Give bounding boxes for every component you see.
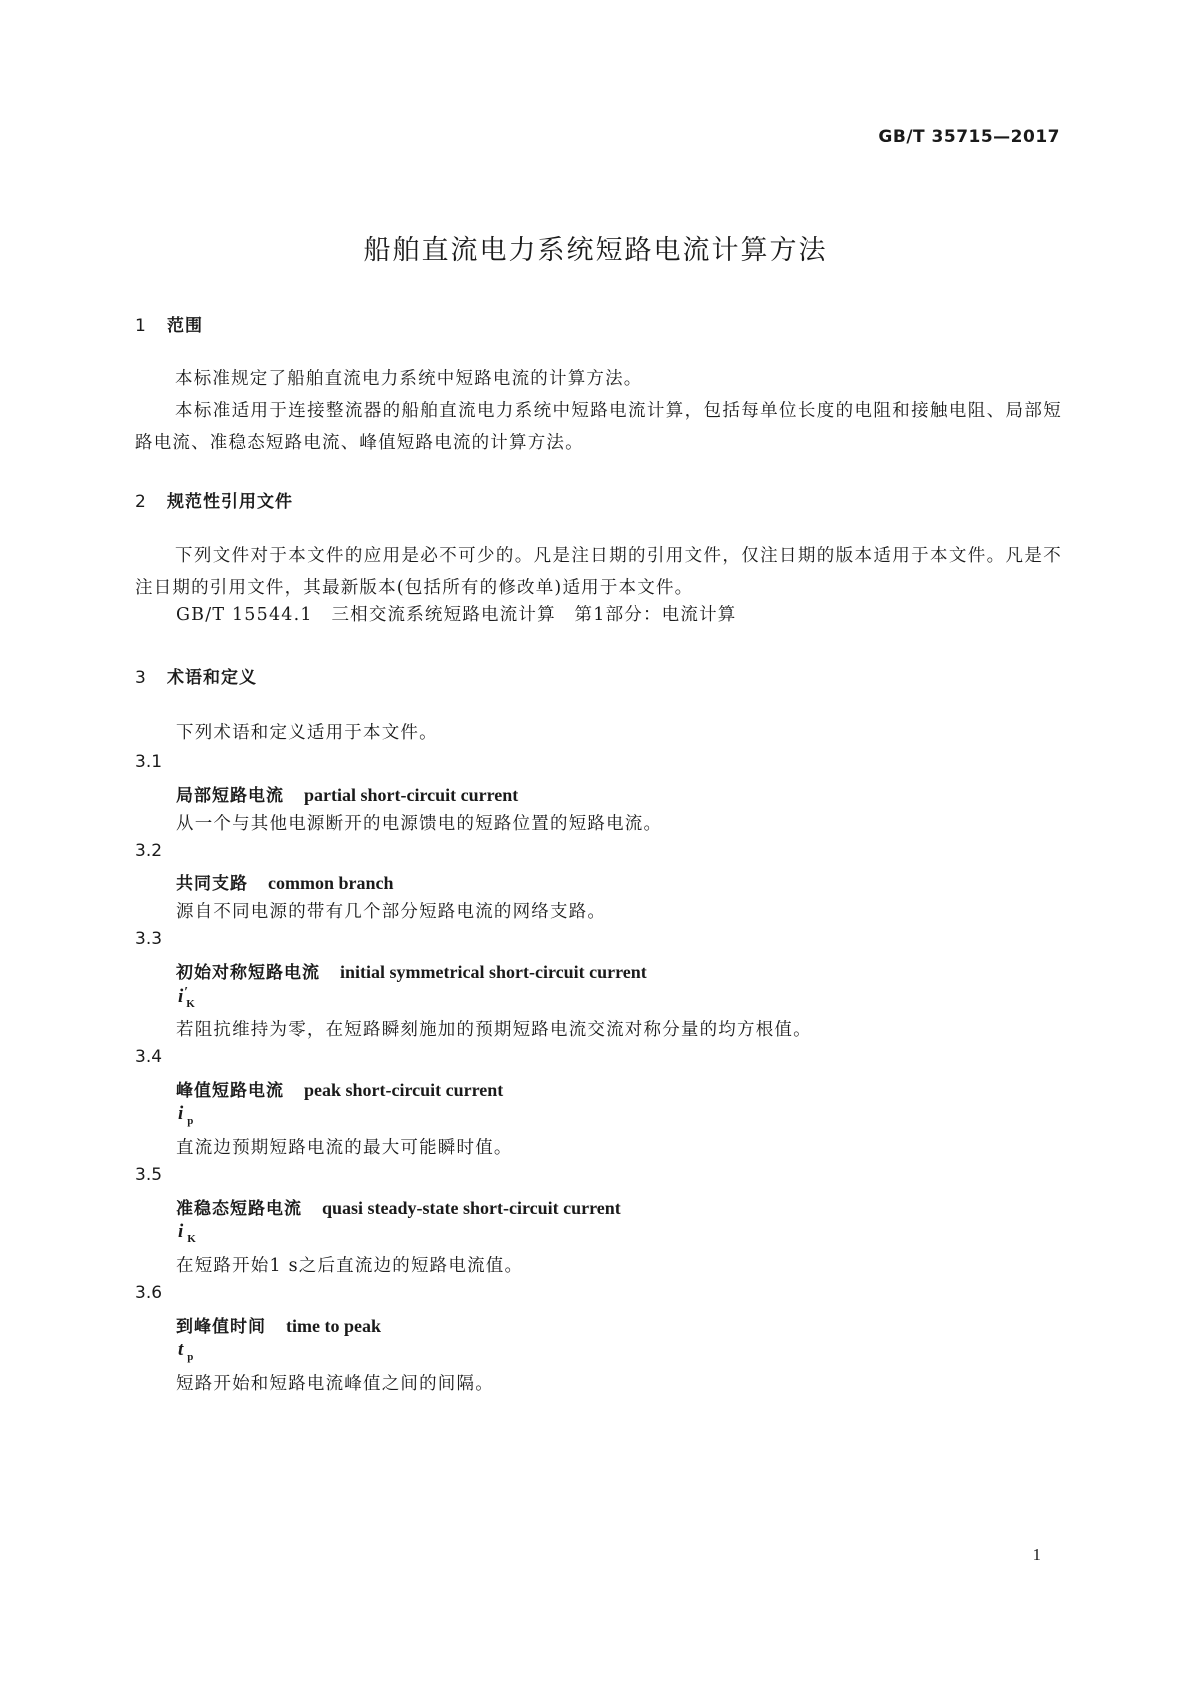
term-en: initial symmetrical short-circuit current bbox=[340, 962, 647, 982]
term-en: time to peak bbox=[286, 1316, 381, 1336]
section-title: 术语和定义 bbox=[167, 668, 257, 688]
clause-number: 3.4 bbox=[135, 1047, 163, 1067]
term-symbol bbox=[178, 1221, 196, 1245]
paragraph: 本标准规定了船舶直流电力系统中短路电流的计算方法。 bbox=[175, 369, 643, 389]
normative-reference: GB/T 15544.1 三相交流系统短路电流计算 第1部分：电流计算 bbox=[176, 605, 737, 625]
term-symbol bbox=[178, 1103, 193, 1127]
section-number: 2 bbox=[135, 492, 147, 512]
paragraph: 本标准适用于连接整流器的船舶直流电力系统中短路电流计算，包括每单位长度的电阻和接触电阻、局部短路电流、准稳态短路电流、峰值短路电流的计算方法。 bbox=[135, 401, 1062, 453]
term-en: peak short-circuit current bbox=[304, 1080, 504, 1100]
section-title: 规范性引用文件 bbox=[167, 492, 293, 512]
term-zh: 峰值短路电流 bbox=[176, 1081, 284, 1101]
term-zh: 到峰值时间 bbox=[176, 1317, 266, 1337]
term-symbol bbox=[178, 1339, 193, 1363]
term-definition: 源自不同电源的带有几个部分短路电流的网络支路。 bbox=[176, 902, 607, 922]
term-en: common branch bbox=[268, 873, 394, 893]
symbol-subscript: K bbox=[187, 1233, 196, 1245]
section-title: 范围 bbox=[167, 316, 203, 336]
section-heading bbox=[135, 311, 203, 336]
term-entry bbox=[176, 1076, 503, 1101]
section-number: 1 bbox=[135, 316, 147, 336]
term-zh: 共同支路 bbox=[176, 874, 248, 894]
term-entry bbox=[176, 958, 647, 983]
term-definition: 若阻抗维持为零，在短路瞬刻施加的预期短路电流交流对称分量的均方根值。 bbox=[176, 1020, 812, 1040]
term-definition: 在短路开始1 s之后直流边的短路电流值。 bbox=[176, 1256, 524, 1276]
symbol-subscript: p bbox=[187, 1115, 194, 1127]
clause-number: 3.2 bbox=[135, 841, 163, 861]
term-zh: 初始对称短路电流 bbox=[176, 963, 320, 983]
term-definition: 短路开始和短路电流峰值之间的间隔。 bbox=[176, 1374, 494, 1394]
clause-number: 3.1 bbox=[135, 752, 163, 772]
section-number: 3 bbox=[135, 668, 147, 688]
clause-number: 3.6 bbox=[135, 1283, 163, 1303]
symbol-letter: i bbox=[178, 1103, 184, 1124]
term-entry bbox=[176, 1312, 381, 1337]
symbol-subscript: p bbox=[187, 1351, 194, 1363]
clause-number: 3.3 bbox=[135, 929, 163, 949]
symbol-prime: ′ bbox=[184, 985, 189, 1000]
standard-code: GB/T 35715—2017 bbox=[878, 127, 1060, 147]
term-entry bbox=[176, 1194, 621, 1219]
term-en: quasi steady-state short-circuit current bbox=[322, 1198, 621, 1218]
term-zh: 准稳态短路电流 bbox=[176, 1199, 302, 1219]
term-entry bbox=[176, 781, 518, 806]
clause-number: 3.5 bbox=[135, 1165, 163, 1185]
term-symbol bbox=[178, 985, 195, 1010]
symbol-letter: i bbox=[178, 986, 184, 1007]
term-zh: 局部短路电流 bbox=[176, 786, 284, 806]
document-title: 船舶直流电力系统短路电流计算方法 bbox=[363, 235, 828, 266]
paragraph: 下列文件对于本文件的应用是必不可少的。凡是注日期的引用文件，仅注日期的版本适用于本文件。凡是不注日期的引用文件，其最新版本(包括所有的修改单)适用于本文件。 bbox=[135, 546, 1062, 598]
symbol-subscript: K bbox=[186, 998, 195, 1010]
section-heading bbox=[135, 487, 293, 512]
term-entry bbox=[176, 869, 394, 894]
terms-intro: 下列术语和定义适用于本文件。 bbox=[176, 723, 438, 743]
term-en: partial short-circuit current bbox=[304, 785, 519, 805]
symbol-letter: t bbox=[178, 1339, 184, 1360]
section-heading bbox=[135, 663, 257, 688]
term-definition: 直流边预期短路电流的最大可能瞬时值。 bbox=[176, 1138, 513, 1158]
term-definition: 从一个与其他电源断开的电源馈电的短路位置的短路电流。 bbox=[176, 814, 663, 834]
page-number: 1 bbox=[1032, 1545, 1041, 1564]
symbol-letter: i bbox=[178, 1221, 184, 1242]
